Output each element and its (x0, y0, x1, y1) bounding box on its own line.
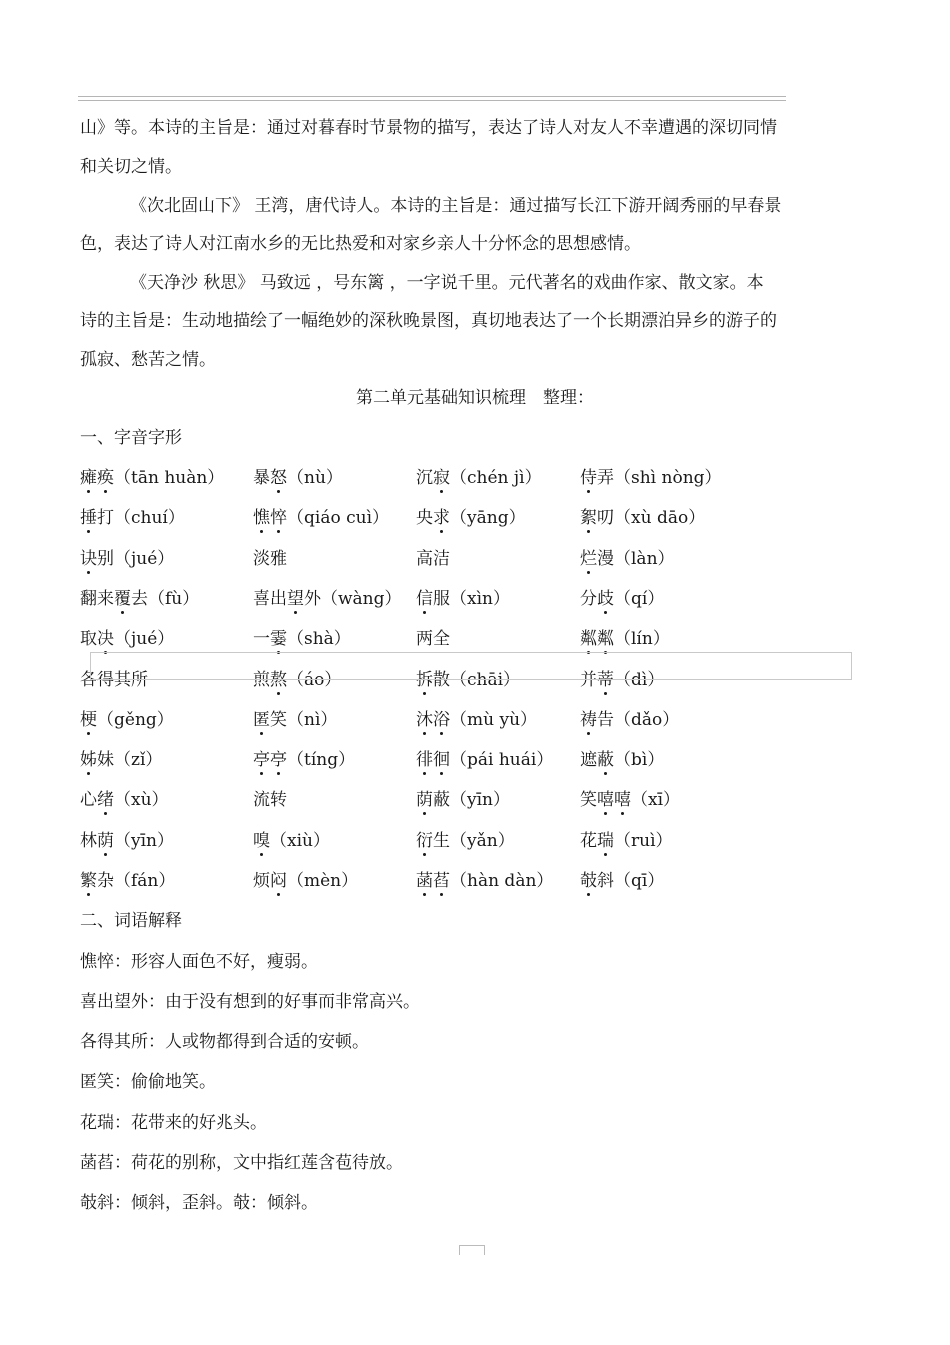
vocab-cell: 高洁 (416, 548, 450, 569)
vocab-cell: 林荫（yīn） (80, 830, 174, 851)
emphasis-dot (277, 490, 280, 493)
emphasis-dot (87, 571, 90, 574)
paragraph-line: 色，表达了诗人对江南水乡的无比热爱和对家乡亲人十分怀念的思想感情。 (80, 234, 641, 254)
vocab-cell: 沐浴（mù yù） (416, 709, 538, 730)
emphasis-dot (604, 853, 607, 856)
emphasis-dot (423, 732, 426, 735)
emphasis-dot (87, 772, 90, 775)
emphasis-dot (440, 530, 443, 533)
definition-item: 攲斜：倾斜，歪斜。攲：倾斜。 (80, 1193, 318, 1213)
definition-item: 各得其所：人或物都得到合适的安顿。 (80, 1032, 369, 1052)
emphasis-dot (440, 732, 443, 735)
emphasis-dot (587, 490, 590, 493)
vocab-cell: 侍弄（shì nòng） (580, 468, 722, 488)
emphasis-dot (423, 772, 426, 775)
emphasis-dot (104, 812, 107, 815)
emphasis-dot (260, 853, 263, 856)
emphasis-dot (277, 692, 280, 695)
vocab-cell: 煎熬（áo） (253, 669, 342, 690)
emphasis-dot (604, 772, 607, 775)
vocab-cell: 喜出望外（wàng） (253, 588, 402, 609)
emphasis-dot (440, 893, 443, 896)
header-rule (78, 96, 786, 101)
vocab-cell: 两全 (416, 629, 450, 650)
vocab-cell: 繁杂（fán） (80, 871, 176, 891)
emphasis-dot (87, 530, 90, 533)
vocab-cell: 祷告（dǎo） (580, 709, 680, 730)
paragraph-line: 《次北固山下》 王湾，唐代诗人。本诗的主旨是：通过描写长江下游开阔秀丽的早春景 (130, 196, 782, 216)
vocab-cell: 荫蔽（yīn） (416, 790, 510, 811)
vocab-cell: 梗（gěng） (80, 709, 174, 730)
emphasis-dot (440, 490, 443, 493)
emphasis-dot (277, 530, 280, 533)
vocab-cell: 一霎（shà） (253, 629, 351, 650)
vocab-cell: 分歧（qí） (580, 588, 665, 609)
definition-item: 花瑞：花带来的好兆头。 (80, 1113, 267, 1133)
vocab-cell: 笑嘻嘻（xī） (580, 790, 681, 811)
section-heading-definitions: 二、词语解释 (80, 911, 182, 931)
paragraph-line: 和关切之情。 (80, 157, 182, 177)
vocab-cell: 匿笑（nì） (253, 709, 338, 730)
vocab-cell: 攲斜（qī） (580, 871, 665, 891)
emphasis-dot (104, 490, 107, 493)
emphasis-dot (604, 812, 607, 815)
paragraph-line: 孤寂、愁苦之情。 (80, 350, 216, 370)
emphasis-dot (604, 692, 607, 695)
emphasis-dot (294, 611, 297, 614)
emphasis-dot (587, 530, 590, 533)
emphasis-dot (104, 853, 107, 856)
vocab-cell: 心绪（xù） (80, 790, 169, 811)
emphasis-dot (440, 772, 443, 775)
vocab-cell: 捶打（chuí） (80, 508, 185, 529)
emphasis-dot (260, 772, 263, 775)
definition-item: 菡萏：荷花的别称，文中指红莲含苞待放。 (80, 1153, 403, 1173)
vocab-cell: 亭亭（tíng） (253, 750, 356, 771)
emphasis-dot (621, 812, 624, 815)
vocab-cell: 诀别（jué） (80, 548, 175, 569)
vocab-cell: 信服（xìn） (416, 588, 510, 609)
definition-item: 喜出望外：由于没有想到的好事而非常高兴。 (80, 992, 420, 1012)
vocab-cell: 沉寂（chén jì） (416, 468, 542, 488)
vocab-cell: 花瑞（ruì） (580, 830, 673, 851)
overlay-frame (90, 652, 852, 680)
section-heading-pronunciation: 一、字音字形 (80, 428, 182, 448)
emphasis-dot (277, 893, 280, 896)
vocab-cell: 央求（yāng） (416, 508, 526, 529)
vocab-cell: 淡雅 (253, 548, 287, 569)
vocab-cell: 遮蔽（bì） (580, 750, 665, 771)
vocab-cell: 取决（jué） (80, 629, 175, 650)
emphasis-dot (277, 772, 280, 775)
vocab-cell: 流转 (253, 790, 287, 811)
vocab-cell: 并蒂（dì） (580, 669, 665, 690)
paragraph-line: 诗的主旨是：生动地描绘了一幅绝妙的深秋晚景图，真切地表达了一个长期漂泊异乡的游子的 (80, 311, 777, 331)
emphasis-dot (423, 692, 426, 695)
vocab-cell: 暴怒（nù） (253, 468, 343, 488)
vocab-cell: 菡萏（hàn dàn） (416, 871, 554, 891)
emphasis-dot (423, 611, 426, 614)
vocab-cell: 徘徊（pái huái） (416, 750, 554, 771)
emphasis-dot (87, 732, 90, 735)
emphasis-dot (423, 853, 426, 856)
emphasis-dot (423, 812, 426, 815)
vocab-cell: 姊妹（zǐ） (80, 750, 163, 771)
vocab-cell: 衍生（yǎn） (416, 830, 515, 851)
vocab-cell: 翻来覆去（fù） (80, 588, 200, 609)
definition-item: 匿笑：偷偷地笑。 (80, 1072, 216, 1092)
emphasis-dot (587, 893, 590, 896)
paragraph-line: 《天净沙 秋思》 马致远 ，号东篱 ，一字说千里。元代著名的戏曲作家、散文家。本 (130, 273, 764, 293)
vocab-cell: 瘫痪（tān huàn） (80, 468, 225, 488)
paragraph-line: 山》等。本诗的主旨是：通过对暮春时节景物的描写，表达了诗人对友人不幸遭遇的深切同情 (80, 118, 777, 138)
vocab-cell: 憔悴（qiáo cuì） (253, 508, 389, 529)
definition-item: 憔悴：形容人面色不好，瘦弱。 (80, 952, 318, 972)
emphasis-dot (587, 571, 590, 574)
unit-title: 第二单元基础知识梳理 整理： (356, 388, 594, 408)
emphasis-dot (121, 611, 124, 614)
emphasis-dot (260, 732, 263, 735)
emphasis-dot (87, 893, 90, 896)
vocab-cell: 烂漫（làn） (580, 548, 675, 569)
vocab-cell: 嗅（xiù） (253, 830, 330, 851)
page-footer-mark (459, 1245, 485, 1255)
emphasis-dot (423, 893, 426, 896)
emphasis-dot (587, 732, 590, 735)
vocab-cell: 絮叨（xù dāo） (580, 508, 706, 529)
vocab-cell: 各得其所 (80, 669, 148, 690)
emphasis-dot (260, 530, 263, 533)
emphasis-dot (87, 490, 90, 493)
vocab-cell: 粼粼（lín） (580, 629, 670, 650)
emphasis-dot (604, 611, 607, 614)
vocab-cell: 烦闷（mèn） (253, 871, 359, 891)
vocab-cell: 拆散（chāi） (416, 669, 521, 690)
